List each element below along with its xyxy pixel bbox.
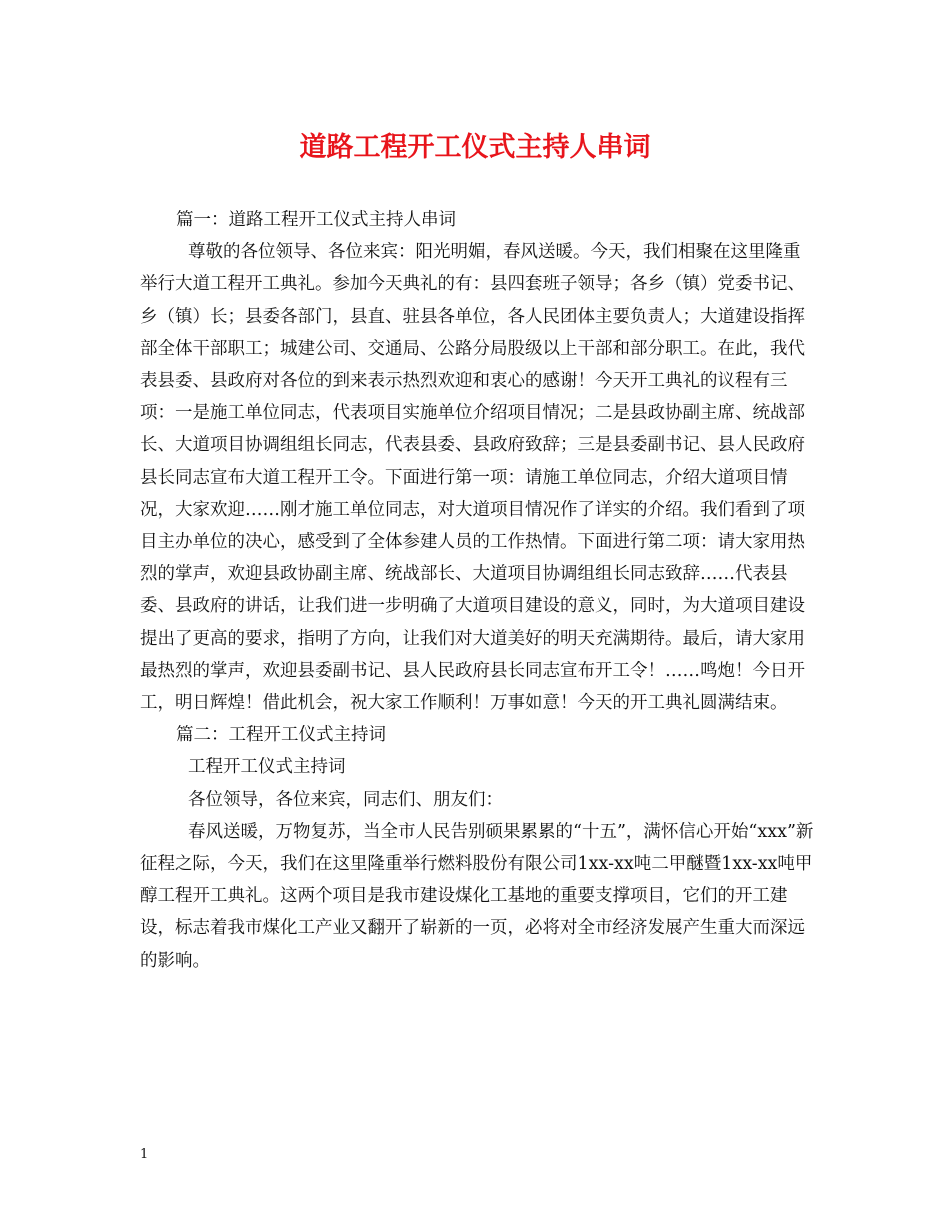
paragraph-5: 各位领导，各位来宾，同志们、朋友们： xyxy=(188,789,503,810)
paragraph-1: 篇一：道路工程开工仪式主持人串词 xyxy=(176,210,456,230)
paragraph-4: 工程开工仪式主持词 xyxy=(188,757,346,778)
paragraph-6: 春风送暖，万物复苏，当全市人民告别硕果累累的“十五”，满怀信心开始“xxx”新征程之际，今天，我们在这里隆重举行燃料股份有限公司1xx-xx吨二甲醚暨1xx-xx吨甲醇工程开工典礼。这两个项目是我市建设煤化工基地的重要支撑项目，它们的开工建设，标志着我市煤化工产业又翻开了崭新的一页，必将对全市经济发展产生重大而深远的影响。 xyxy=(140,821,814,971)
document-body xyxy=(140,204,815,977)
paragraph-2: 尊敬的各位领导、各位来宾：阳光明媚，春风送暖。今天，我们相聚在这里隆重举行大道工程开工典礼。参加今天典礼的有：县四套班子领导；各乡（镇）党委书记、乡（镇）长；县委各部门，县直、驻县各单位，各人民团体主要负责人；大道建设指挥部全体干部职工；城建公司、交通局、公路分局股级以上干部和部分职工。在此，我代表县委、县政府对各位的到来表示热烈欢迎和衷心的感谢！今天开工典礼的议程有三项：一是施工单位同志，代表项目实施单位介绍项目情况；二是县政协副主席、统战部长、大道项目协调组组长同志，代表县委、县政府致辞；三是县委副书记、县人民政府县长同志宣布大道工程开工令。下面进行第一项：请施工单位同志，介绍大道项目情况，大家欢迎……刚才施工单位同志，对大道项目情况作了详实的介绍。我们看到了项目主办单位的决心，感受到了全体参建人员的工作热情。下面进行第二项：请大家用热烈的掌声，欢迎县政协副主席、统战部长、大道项目协调组组长同志致辞……代表县委、县政府的讲话，让我们进一步明确了大道项目建设的意义，同时，为大道项目建设提出了更高的要求，指明了方向，让我们对大道美好的明天充满期待。最后，请大家用最热烈的掌声，欢迎县委副书记、县人民政府县长同志宣布开工令！……鸣炮！今日开工，明日辉煌！借此机会，祝大家工作顺利！万事如意！今天的开工典礼圆满结束。 xyxy=(140,242,805,714)
page-number: 1 xyxy=(140,1147,149,1162)
document-title: 道路工程开工仪式主持人串词 xyxy=(299,132,651,163)
paragraph-3: 篇二：工程开工仪式主持词 xyxy=(176,725,386,746)
